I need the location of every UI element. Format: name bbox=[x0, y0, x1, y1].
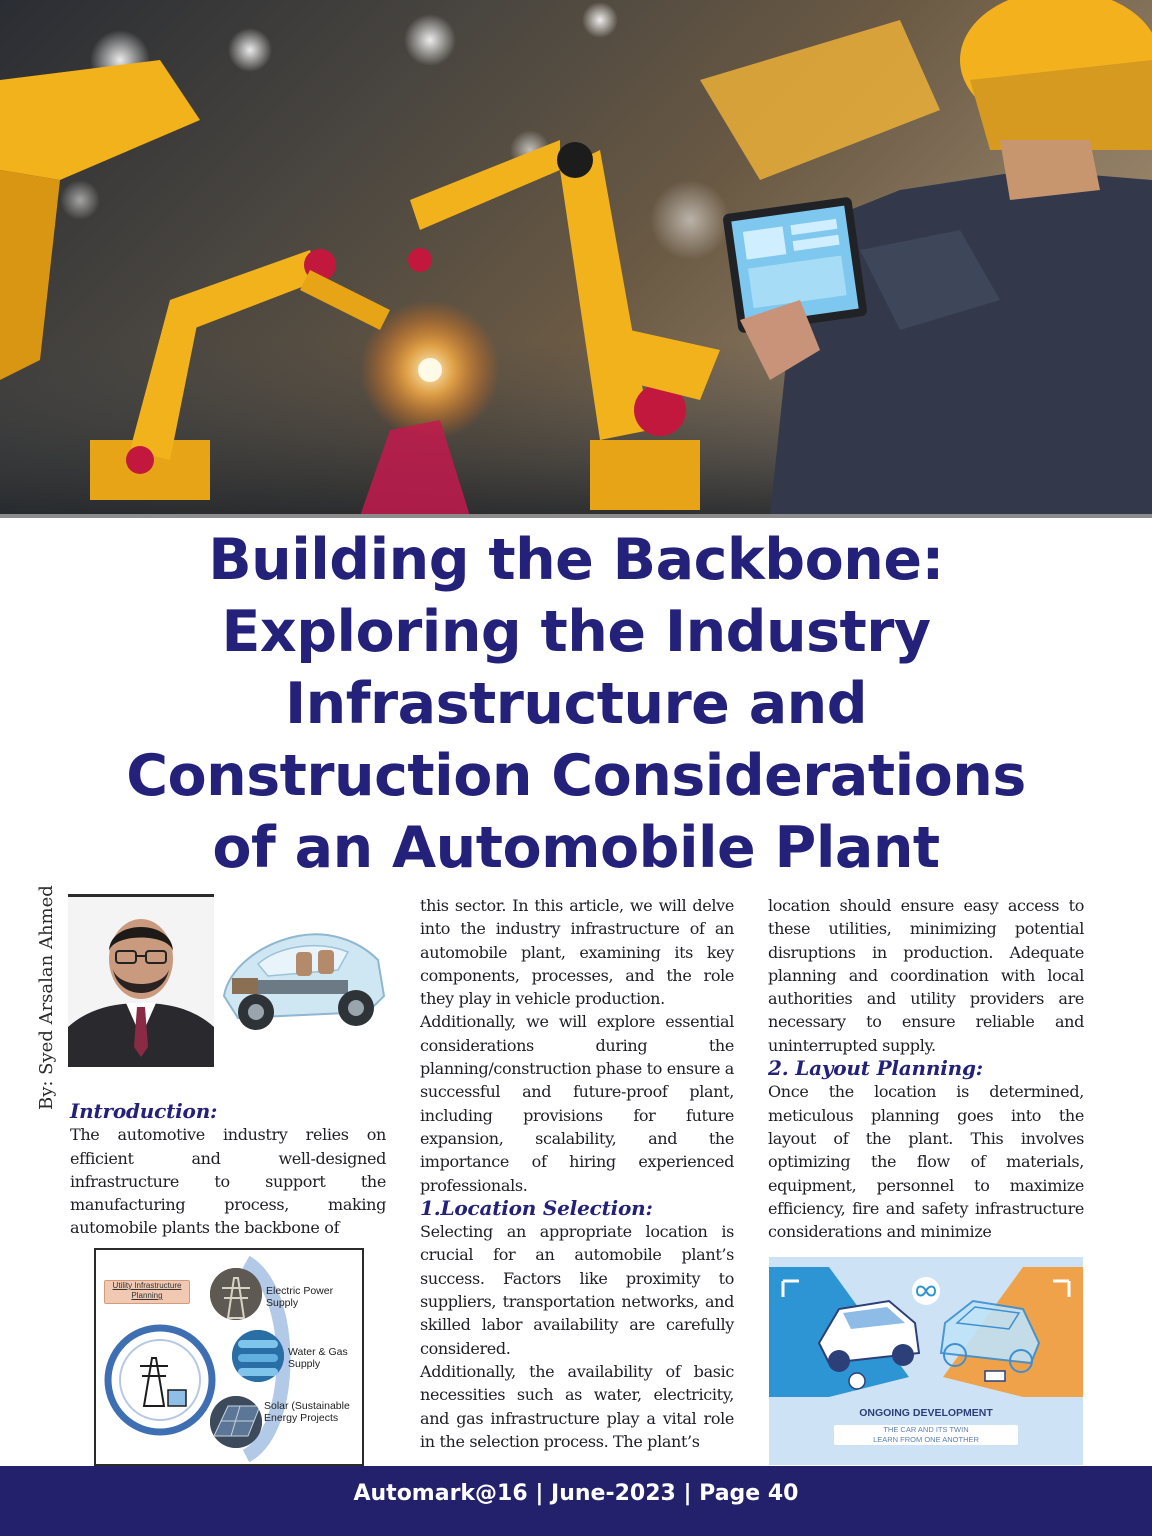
col3-paragraph-2: Once the location is determined, meticulous planning goes into the layout of the plant. This involves optimizing the flow of materials, equipment, personnel to maximize efficiency, fire and safety infrastructure considerations and minimize bbox=[768, 1082, 1084, 1242]
hero-image bbox=[0, 0, 1152, 516]
utility-infrastructure-figure bbox=[94, 1248, 364, 1466]
author-photo bbox=[68, 894, 214, 1067]
electric-power-label: Electric Power Supply bbox=[266, 1285, 334, 1309]
car-chassis-icon bbox=[218, 900, 388, 1060]
title-line-3: Infrastructure and bbox=[284, 671, 868, 737]
col2-paragraph-2: Additionally, we will explore essential considerations during the planning/construction phase to ensure a successful and future-proof plant, including provisions for future expansion, scalability, and the importance of hiring experienced professionals. bbox=[420, 1012, 734, 1195]
title-line-5: of an Automobile Plant bbox=[212, 815, 940, 881]
col2-paragraph-4: Additionally, the availability of basic necessities such as water, electricity, and gas infrastructure play a vital role in the selection process. The plant’s bbox=[420, 1361, 734, 1451]
subtitle-line-2: LEARN FROM ONE ANOTHER bbox=[873, 1434, 979, 1444]
utility-figure-title: Utility Infrastructure Planning bbox=[104, 1280, 190, 1304]
footer-text: Automark@16 | June-2023 | Page 40 bbox=[353, 1481, 799, 1506]
title-line-4: Construction Considerations bbox=[126, 743, 1026, 809]
title-line-2: Exploring the Industry bbox=[221, 599, 931, 665]
water-gas-label: Water & Gas Supply bbox=[288, 1346, 348, 1370]
introduction-paragraph: The automotive industry relies on efficient and well-designed infrastructure to support the manufacturing process, making automobile plants the backbone of bbox=[70, 1125, 386, 1238]
column-2 bbox=[420, 894, 734, 1453]
author-portrait-icon bbox=[68, 897, 214, 1067]
col2-paragraph-1: this sector. In this article, we will delve into the industry infrastructure of an automobile plant, examining its key components, processes, and the role they play in vehicle production. bbox=[420, 896, 734, 1009]
layout-planning-heading: 2. Layout Planning: bbox=[768, 1056, 983, 1081]
water-pipes-icon bbox=[232, 1330, 284, 1382]
column-1 bbox=[70, 1100, 386, 1240]
power-tower-icon bbox=[210, 1268, 262, 1320]
introduction-heading: Introduction: bbox=[70, 1099, 218, 1123]
location-selection-heading: 1.Location Selection: bbox=[420, 1195, 653, 1220]
page-footer bbox=[0, 1466, 1152, 1536]
hero-divider bbox=[0, 514, 1152, 518]
col3-paragraph-1: location should ensure easy access to these utilities, minimizing potential disruptions in production. Adequate planning and coordination with local authorities and utility providers are necessary to ensure reliable and uninterrupted supply. bbox=[768, 896, 1084, 1055]
ongoing-development-figure bbox=[769, 1257, 1083, 1465]
column-3 bbox=[768, 894, 1084, 1243]
robotic-factory-illustration bbox=[0, 0, 1152, 516]
subtitle-line-1: THE CAR AND ITS TWIN bbox=[883, 1425, 969, 1434]
car-xray-image bbox=[218, 900, 388, 1060]
title-line-1: Building the Backbone: bbox=[208, 527, 944, 593]
ongoing-development-title: ONGOING DEVELOPMENT bbox=[859, 1407, 993, 1419]
ongoing-development-subtitle bbox=[834, 1425, 1018, 1445]
solar-panel-icon bbox=[210, 1396, 262, 1448]
col2-paragraph-3: Selecting an appropriate location is crucial for an automobile plant’s success. Factors like proximity to suppliers, transportation networks, and skilled labor availability are carefully considered. bbox=[420, 1222, 734, 1358]
infinity-icon bbox=[912, 1277, 940, 1305]
author-byline: By: Syed Arsalan Ahmed bbox=[36, 885, 57, 1110]
solar-label: Solar (Sustainable Energy Projects bbox=[264, 1400, 350, 1424]
article-title bbox=[60, 524, 1092, 884]
